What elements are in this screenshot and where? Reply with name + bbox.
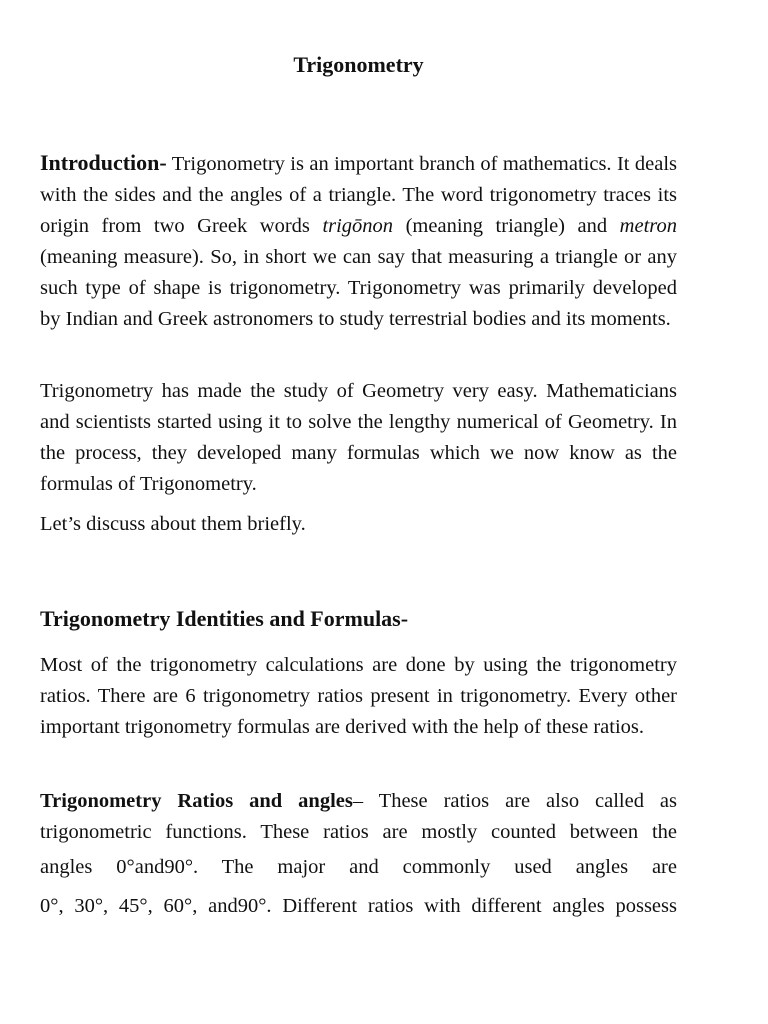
intro-term-metron: metron xyxy=(619,215,677,237)
ratios-line-2: trigonometric functions. These ratios are mostly counted between the xyxy=(40,821,677,843)
intro-term-trigonon: trigōnon xyxy=(322,215,394,237)
intro-text-3: (meaning measure). So, in short we can say that measuring a triangle or any such type of shape is trigonometry. Trigonometry was primarily developed by Indian and Greek astronomers to study terrestrial bodies and its moments. xyxy=(40,246,677,330)
discuss-line: Let’s discuss about them briefly. xyxy=(40,513,306,535)
ratios-line-1-rest: – These ratios are also called as xyxy=(352,790,677,812)
intro-text-1: Trigonometry is an important branch of mathematics. It deals with the sides and the angles of a triangle. The word trigonometry traces its origin from two Greek words xyxy=(40,153,677,237)
document-title: Trigonometry xyxy=(293,52,424,77)
ratios-angles-paragraph xyxy=(40,786,677,922)
intro-text-2: (meaning triangle) and xyxy=(393,215,620,237)
ratios-line-1 xyxy=(40,786,677,817)
section-heading: Trigonometry Identities and Formulas- xyxy=(40,606,409,631)
intro-lead: Introduction- xyxy=(40,150,167,175)
geometry-paragraph: Trigonometry has made the study of Geometry very easy. Mathematicians and scientists started using it to solve the lengthy numerical of Geometry. In the process, they developed many formulas which we now know as the formulas of Trigonometry. xyxy=(40,380,677,495)
ratios-intro-paragraph: Most of the trigonometry calculations are done by using the trigonometry ratios. There are 6 trigonometry ratios present in trigonometry. Every other important trigonometry formulas are derived with the help of these ratios. xyxy=(40,654,677,738)
ratios-line-3: angles 0°and90°. The major and commonly used angles are xyxy=(40,856,677,878)
ratios-line-4: 0°, 30°, 45°, 60°, and90°. Different ratios with different angles possess xyxy=(40,895,677,917)
ratios-lead: Trigonometry Ratios and angles xyxy=(40,790,353,812)
intro-paragraph xyxy=(40,147,677,335)
